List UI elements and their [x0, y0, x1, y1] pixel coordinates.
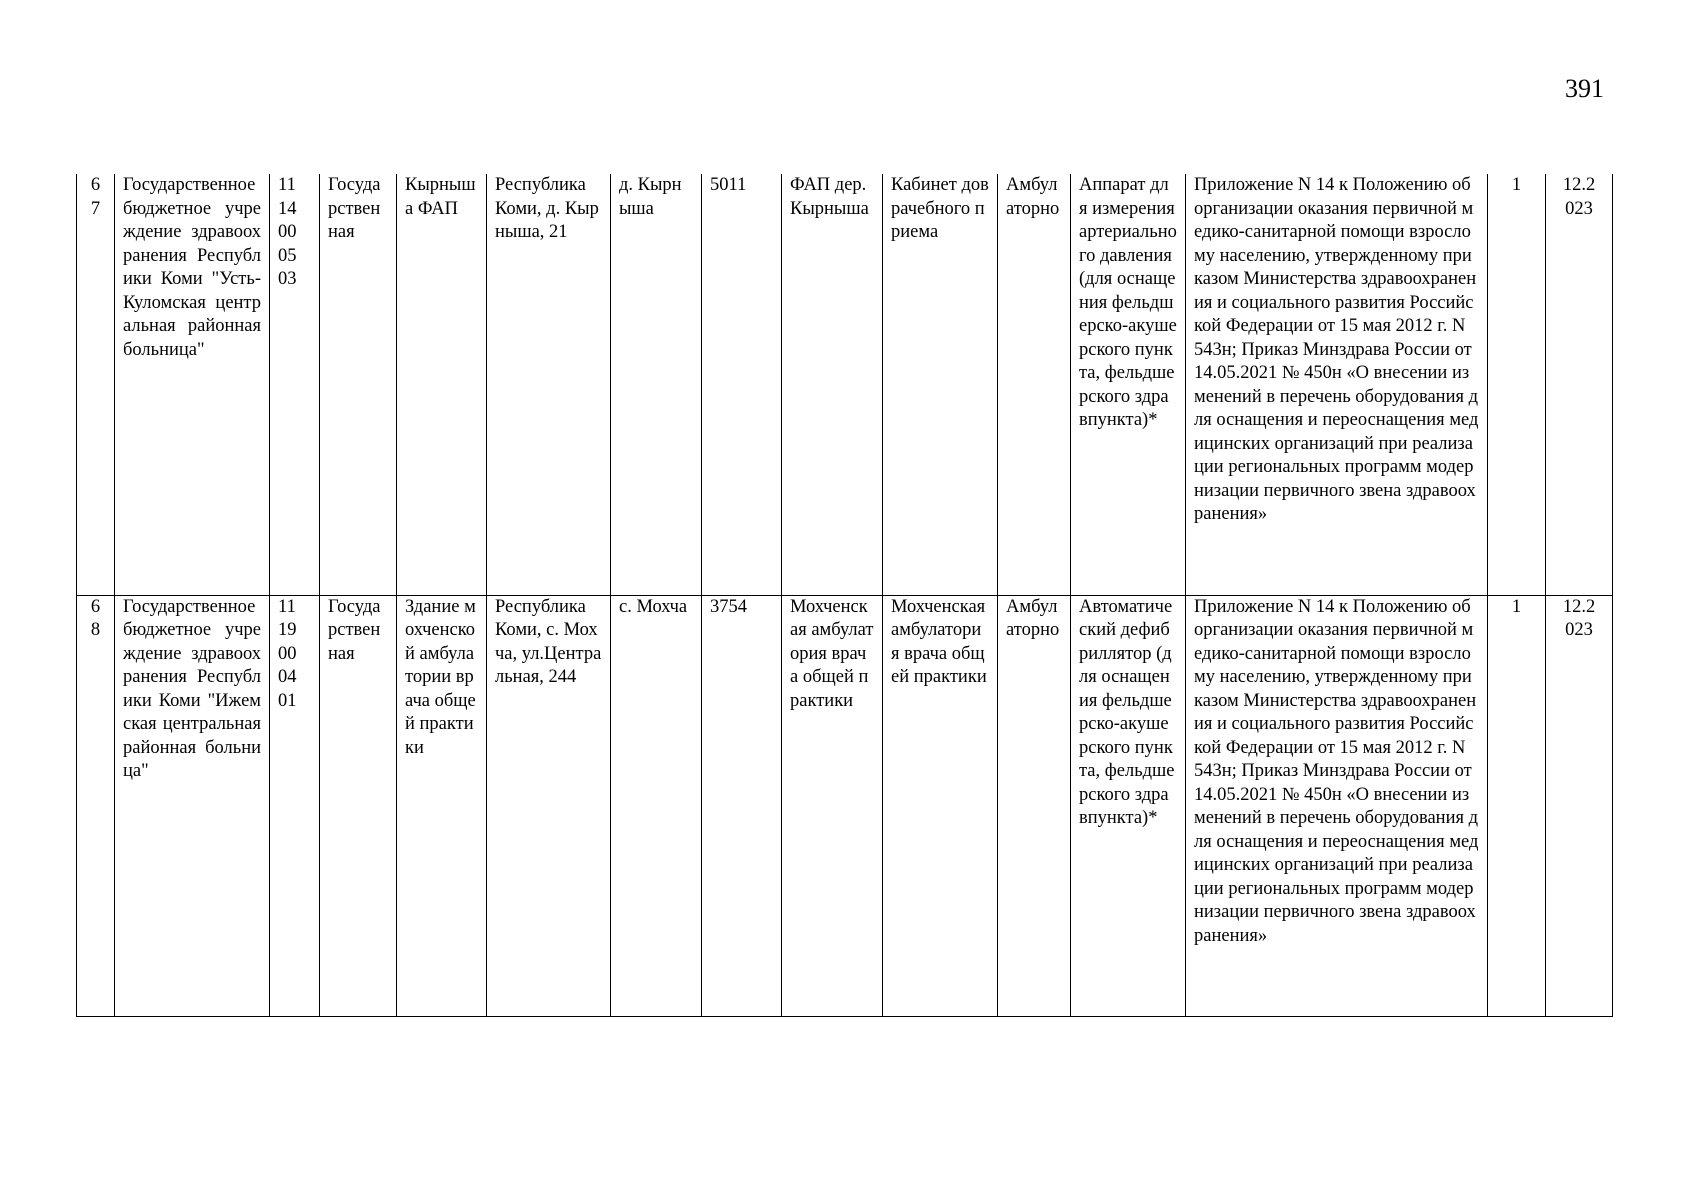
ownership-cell: Государственная	[320, 595, 397, 1016]
row-index: 6 7	[77, 174, 115, 595]
legal-basis-cell: Приложение N 14 к Положению об организации оказания первичной медико-санитарной помощи взрослому населению, утвержденному приказом Министерства здравоохранения и социального развития Российской Федерации от 15 мая 2012 г. N 543н; Приказ Минздрава России от 14.05.2021 № 450н «О внесении изменений в перечень оборудования для оснащения и переоснащения медицинских организаций при реализации региональных программ модернизации первичного звена здравоохранения»	[1186, 595, 1488, 1016]
row-index: 6 8	[77, 595, 115, 1016]
care-type-cell: Амбулаторно	[998, 174, 1071, 595]
code-cell: 11 19 00 04 01	[270, 595, 320, 1016]
ownership-cell: Государственная	[320, 174, 397, 595]
address-cell: Республика Коми, с. Мохча, ул.Центральная, 244	[487, 595, 611, 1016]
equipment-cell: Аппарат для измерения артериального давления (для оснащения фельдшерско-акушерского пункта, фельдшерского здравпункта)*	[1071, 174, 1186, 595]
date-cell: 12.2 023	[1546, 174, 1613, 595]
room-cell: Кабинет доврачебного приема	[883, 174, 998, 595]
settlement-cell: с. Мохча	[611, 595, 702, 1016]
room-cell: Мохченская амбулатория врача общей практики	[883, 595, 998, 1016]
organization-cell: Государственное бюджетное учреждение здравоохранения Республики Коми "Ижемская центральная районная больница"	[115, 595, 270, 1016]
object-name-cell: Кырныша ФАП	[397, 174, 487, 595]
page-number: 391	[1565, 74, 1604, 103]
table-row	[77, 595, 1613, 1016]
population-cell: 3754	[702, 595, 782, 1016]
date-cell: 12.2 023	[1546, 595, 1613, 1016]
table-row	[77, 174, 1613, 595]
care-type-cell: Амбулаторно	[998, 595, 1071, 1016]
code-cell: 11 14 00 05 03	[270, 174, 320, 595]
equipment-cell: Автоматический дефибриллятор (для оснащения фельдшерско-акушерского пункта, фельдшерского здравпункта)*	[1071, 595, 1186, 1016]
object-name-cell: Здание мохченской амбулатории врача общей практики	[397, 595, 487, 1016]
unit-name-cell: Мохченская амбулатория врача общей практики	[782, 595, 883, 1016]
legal-basis-cell: Приложение N 14 к Положению об организации оказания первичной медико-санитарной помощи взрослому населению, утвержденному приказом Министерства здравоохранения и социального развития Российской Федерации от 15 мая 2012 г. N 543н; Приказ Минздрава России от 14.05.2021 № 450н «О внесении изменений в перечень оборудования для оснащения и переоснащения медицинских организаций при реализации региональных программ модернизации первичного звена здравоохранения»	[1186, 174, 1488, 595]
quantity-cell: 1	[1488, 174, 1546, 595]
population-cell: 5011	[702, 174, 782, 595]
quantity-cell: 1	[1488, 595, 1546, 1016]
organization-cell: Государственное бюджетное учреждение здравоохранения Республики Коми "Усть-Куломская центральная районная больница"	[115, 174, 270, 595]
address-cell: Республика Коми, д. Кырныша, 21	[487, 174, 611, 595]
unit-name-cell: ФАП дер. Кырныша	[782, 174, 883, 595]
equipment-table	[76, 174, 1613, 1017]
settlement-cell: д. Кырныша	[611, 174, 702, 595]
